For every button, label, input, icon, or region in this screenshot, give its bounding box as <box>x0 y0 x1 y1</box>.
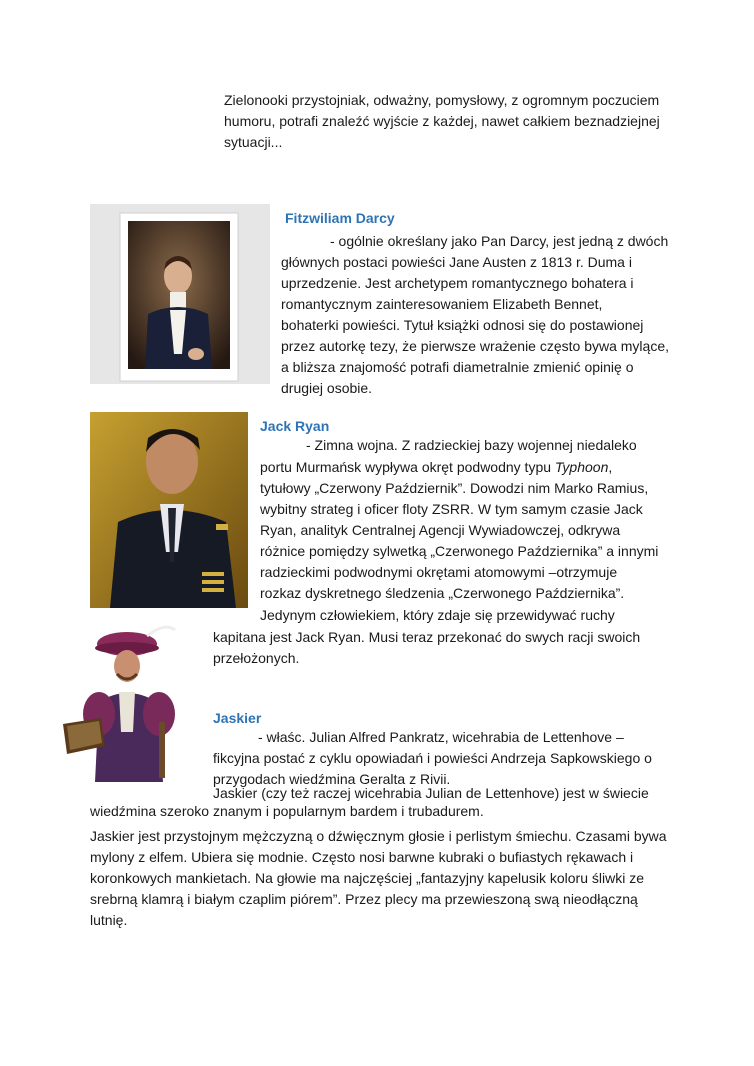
darcy-line: głównych postaci powieści Jane Austen z 1813 r. Duma i <box>281 254 632 270</box>
darcy-heading: Fitzwiliam Darcy <box>285 210 395 226</box>
intro-line: Zielonooki przystojniak, odważny, pomysłowy, z ogromnym poczuciem <box>224 92 660 108</box>
jaskier-line: fikcyjna postać z cyklu opowiadań i powieści Andrzeja Sapkowskiego o <box>213 750 652 766</box>
jack-ryan-line: Ryan, analityk Centralnej Agencji Wywiadowczej, odkrywa <box>260 522 621 538</box>
jack-ryan-line-part: , <box>608 459 613 475</box>
typhoon-italic: Typhoon <box>554 459 609 475</box>
jaskier-p2-line: srebrną klamrą i białym czaplim piórem”. Przez plecy ma przewieszoną swą nieodłączną <box>90 891 638 907</box>
jaskier-line: Jaskier (czy też raczej wicehrabia Julian de Lettenhove) jest w świecie <box>213 785 649 801</box>
darcy-line: a bliższa znajomość potrafi diametralnie zmienić opinię o <box>281 359 634 375</box>
jack-ryan-line <box>260 457 612 478</box>
darcy-portrait-image <box>90 204 270 384</box>
jack-ryan-line: różnice pomiędzy sylwetką „Czerwonego Października” a innymi <box>260 543 659 559</box>
jaskier-heading: Jaskier <box>213 710 262 726</box>
jack-ryan-heading: Jack Ryan <box>260 418 330 434</box>
jack-ryan-line: kapitana jest Jack Ryan. Musi teraz przekonać do swych racji swoich <box>213 629 641 645</box>
jack-ryan-line: radzieckimi podwodnymi okrętami atomowymi –otrzymuje <box>260 564 618 580</box>
darcy-line: przez autorkę tezy, że pierwsze wrażenie często bywa mylące, <box>281 338 670 354</box>
intro-line: humoru, potrafi znaleźć wyjście z każdej, nawet całkiem beznadziejnej <box>224 113 660 129</box>
darcy-line: drugiej osobie. <box>281 380 373 396</box>
darcy-line: romantycznym zainteresowaniem Elizabeth Bennet, <box>281 296 603 312</box>
jack-ryan-line: - Zimna wojna. Z radzieckiej bazy wojennej niedaleko <box>306 437 637 453</box>
jaskier-image <box>55 622 205 788</box>
jack-ryan-line: rozkaz dyskretnego śledzenia „Czerwonego Października”. <box>260 585 625 601</box>
jaskier-p2-line: lutnię. <box>90 912 128 928</box>
jaskier-line: - właśc. Julian Alfred Pankratz, wicehrabia de Lettenhove – <box>258 729 624 745</box>
jaskier-p2-line: Jaskier jest przystojnym mężczyzną o dźwięcznym głosie i perlistym śmiechu. Czasami bywa <box>90 828 667 844</box>
intro-line: sytuacji... <box>224 134 283 150</box>
jack-ryan-line: Jedynym człowiekiem, który zdaje się przewidywać ruchy <box>260 607 615 623</box>
jack-ryan-line-part: portu Murmańsk wypływa okręt podwodny typu <box>260 459 555 475</box>
jack-ryan-image <box>90 412 248 608</box>
darcy-line: bohaterki powieści. Tytuł książki odnosi się do postawionej <box>281 317 644 333</box>
darcy-line: - ogólnie określany jako Pan Darcy, jest jedną z dwóch <box>330 233 669 249</box>
jack-ryan-line: przełożonych. <box>213 650 300 666</box>
jaskier-line: przygodach wiedźmina Geralta z Rivii. <box>213 771 451 787</box>
jack-ryan-line: wybitny strateg i oficer floty ZSRR. W tym samym czasie Jack <box>260 501 643 517</box>
jaskier-p2-line: koronkowych mankietach. Na głowie ma najczęściej „fantazyjny kapelusik koloru śliwki ze <box>90 870 645 886</box>
jack-ryan-line: tytułowy „Czerwony Październik”. Dowodzi nim Marko Ramius, <box>260 480 649 496</box>
darcy-line: uprzedzenie. Jest archetypem romantycznego bohatera i <box>281 275 634 291</box>
jaskier-line: wiedźmina szeroko znanym i popularnym bardem i trubadurem. <box>90 803 484 819</box>
jaskier-p2-line: mylony z elfem. Ubiera się modnie. Często nosi barwne kubraki o bufiastych rękawach i <box>90 849 634 865</box>
